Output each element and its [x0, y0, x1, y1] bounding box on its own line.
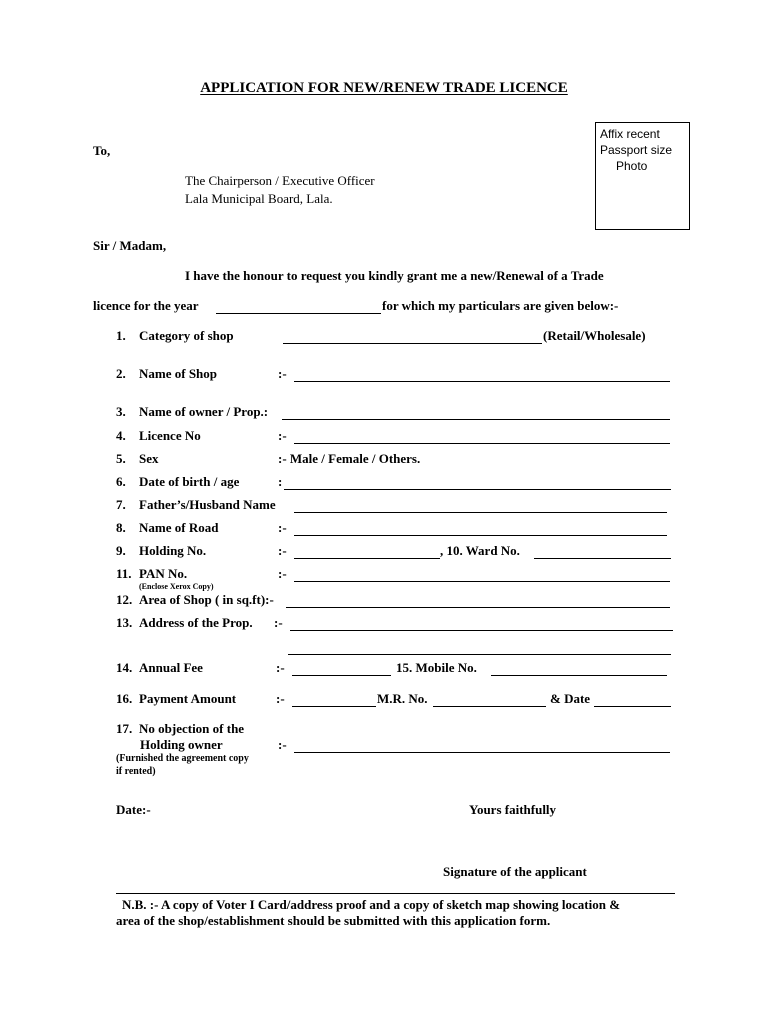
area-of-shop-label: Area of Shop ( in sq.ft):-	[139, 592, 274, 607]
name-of-owner-input-line[interactable]	[282, 419, 670, 420]
field-number: 14.	[116, 660, 133, 675]
name-of-shop-label: Name of Shop	[139, 366, 218, 381]
name-of-road-input-line[interactable]	[294, 535, 667, 536]
field-separator: :-	[278, 543, 287, 558]
ward-no-input-line[interactable]	[534, 558, 671, 559]
annual-fee-label: Annual Fee	[139, 660, 203, 675]
request-line-2-start: licence for the year	[93, 298, 199, 313]
request-line-2-end: for which my particulars are given below:-	[382, 298, 619, 313]
payment-amount-label: Payment Amount	[139, 691, 237, 706]
field-number: 6.	[116, 474, 126, 489]
page-title: APPLICATION FOR NEW/RENEW TRADE LICENCE	[200, 80, 568, 96]
pan-no-input-line[interactable]	[294, 581, 670, 582]
field-number: 4.	[116, 428, 126, 443]
licence-no-label: Licence No	[139, 428, 201, 443]
mr-no-input-line[interactable]	[433, 706, 546, 707]
father-husband-name-input-line[interactable]	[294, 512, 667, 513]
ward-no-label: , 10. Ward No.	[440, 543, 520, 558]
pan-no-label: PAN No.	[139, 566, 188, 581]
field-separator: :-	[278, 737, 287, 752]
payment-date-input-line[interactable]	[594, 706, 671, 707]
field-number: 12.	[116, 592, 133, 607]
field-number: 17.	[116, 721, 133, 736]
field-number: 16.	[116, 691, 133, 706]
pan-no-note: (Enclose Xerox Copy)	[139, 582, 214, 591]
address-of-prop-label: Address of the Prop.	[139, 615, 253, 630]
footer-divider	[116, 893, 675, 894]
photo-box-line-1: Affix recent	[600, 127, 660, 141]
field-number: 5.	[116, 451, 126, 466]
no-objection-note-line-2: if rented)	[116, 766, 156, 777]
no-objection-input-line[interactable]	[294, 752, 670, 753]
closing-text: Yours faithfully	[469, 802, 557, 817]
date-label: Date:-	[116, 802, 151, 817]
field-number: 11.	[116, 566, 132, 581]
sex-options: :- Male / Female / Others.	[278, 451, 421, 466]
annual-fee-input-line[interactable]	[292, 675, 391, 676]
field-number: 7.	[116, 497, 126, 512]
to-label: To,	[93, 143, 111, 158]
salutation: Sir / Madam,	[93, 238, 167, 253]
category-of-shop-input-line[interactable]	[283, 343, 542, 344]
field-number: 8.	[116, 520, 126, 535]
field-separator: :-	[276, 660, 285, 675]
payment-amount-input-line[interactable]	[292, 706, 376, 707]
signature-label: Signature of the applicant	[443, 864, 587, 879]
nb-note-line-2: area of the shop/establishment should be submitted with this application form.	[116, 913, 551, 928]
date-of-birth-label: Date of birth / age	[139, 474, 240, 489]
addressee-line-1: The Chairperson / Executive Officer	[185, 173, 375, 188]
no-objection-label-line-2: Holding owner	[140, 737, 223, 752]
name-of-shop-input-line[interactable]	[294, 381, 670, 382]
address-of-prop-input-line-1[interactable]	[290, 630, 673, 631]
addressee-line-2: Lala Municipal Board, Lala.	[185, 191, 333, 206]
mobile-no-label: 15. Mobile No.	[396, 660, 477, 675]
name-of-road-label: Name of Road	[139, 520, 219, 535]
field-number: 2.	[116, 366, 126, 381]
field-separator: :-	[276, 691, 285, 706]
category-of-shop-label: Category of shop	[139, 328, 234, 343]
photo-box-line-3: Photo	[616, 159, 648, 173]
request-line-1: I have the honour to request you kindly grant me a new/Renewal of a Trade	[185, 268, 604, 283]
field-separator: :-	[278, 366, 287, 381]
field-separator: :-	[278, 428, 287, 443]
field-separator: :-	[274, 615, 283, 630]
field-separator: :	[278, 474, 283, 489]
address-of-prop-input-line-2[interactable]	[288, 654, 671, 655]
licence-no-input-line[interactable]	[294, 443, 670, 444]
field-number: 1.	[116, 328, 126, 343]
photo-box-line-2: Passport size	[600, 143, 673, 157]
mr-no-label: M.R. No.	[377, 691, 428, 706]
date-of-birth-input-line[interactable]	[284, 489, 671, 490]
area-of-shop-input-line[interactable]	[286, 607, 670, 608]
field-separator: :-	[278, 520, 287, 535]
sex-label: Sex	[139, 451, 159, 466]
name-of-owner-label: Name of owner / Prop.:	[139, 404, 269, 419]
photo-placeholder-box	[595, 122, 690, 230]
field-separator: :-	[278, 566, 287, 581]
year-input-line[interactable]	[216, 313, 381, 314]
date-field-label: & Date	[550, 691, 591, 706]
field-number: 9.	[116, 543, 126, 558]
mobile-no-input-line[interactable]	[491, 675, 667, 676]
category-of-shop-suffix: (Retail/Wholesale)	[543, 328, 646, 343]
no-objection-note-line-1: (Furnished the agreement copy	[116, 753, 249, 764]
field-number: 3.	[116, 404, 126, 419]
holding-no-input-line[interactable]	[294, 558, 440, 559]
father-husband-name-label: Father’s/Husband Name	[139, 497, 276, 512]
no-objection-label-line-1: No objection of the	[139, 721, 245, 736]
nb-note-line-1: N.B. :- A copy of Voter I Card/address proof and a copy of sketch map showing location &	[122, 897, 621, 912]
holding-no-label: Holding No.	[139, 543, 207, 558]
field-number: 13.	[116, 615, 133, 630]
